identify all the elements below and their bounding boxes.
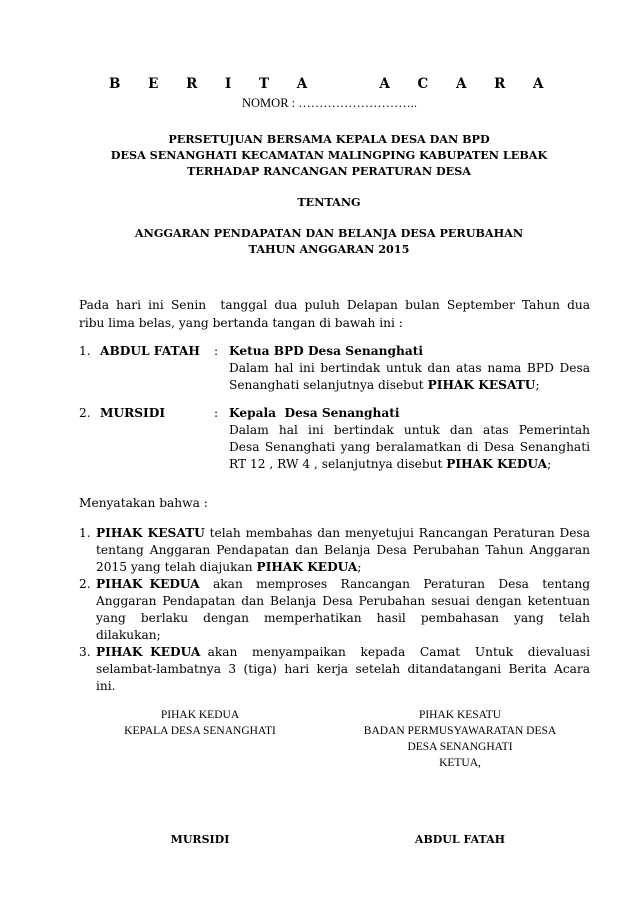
sig-left-line-2: KEPALA DESA SENANGHATI [124,725,276,737]
intro-line-1: Pada hari ini Senin tanggal dua puluh Delapan bulan September Tahun dua [79,298,590,312]
point-1-number: 1. [79,526,91,540]
party-1-name: ABDUL FATAH [100,344,200,358]
party-2-desc-line-2: Desa Senanghati yang beralamatkan di Desa Senanghati [229,440,590,454]
point-2-text: akan memproses Rancangan Peraturan Desa tentang [199,577,590,591]
point-2-number: 2. [79,577,91,591]
party-2-role: Kepala Desa Senanghati [229,406,400,420]
sig-right-line-4: KETUA, [439,757,481,769]
party-1-desc-suffix: ; [535,378,540,392]
point-3-line-2: selambat-lambatnya 3 (tiga) hari kerja setelah ditandatangani Berita Acara [96,662,590,676]
point-3-subject: PIHAK KEDUA [96,645,201,659]
point-1-subject: PIHAK KESATU [96,526,205,540]
point-1-line-1 [96,525,590,543]
document-title: B E R I T A A C A R A [108,76,550,92]
party-1-desc-line-1: Dalam hal ini bertindak untuk dan atas nama BPD Desa [229,361,590,375]
party-2-name: MURSIDI [100,406,166,420]
sig-right-line-2: BADAN PERMUSYAWARATAN DESA [363,725,557,737]
point-1-suffix: ; [357,560,362,574]
sig-right-name: ABDUL FATAH [414,833,506,846]
point-1-text-prefix: 2015 yang telah diajukan [96,560,257,574]
point-3-line-3: ini. [96,679,116,693]
point-1-line-3 [96,559,362,577]
statement-label: Menyatakan bahwa : [79,496,208,510]
point-2-line-3: yang berlaku dengan memperhatikan hasil pembahasan yang telah [96,611,590,625]
sig-left-name: MURSIDI [170,833,230,846]
point-2-subject: PIHAK KEDUA [96,577,200,591]
party-2-colon: : [214,406,219,420]
heading-line-2: DESA SENANGHATI KECAMATAN MALINGPING KABUPATEN LEBAK [110,148,548,162]
point-1-text: telah membahas dan menyetujui Rancangan Peraturan Desa [204,526,591,540]
party-1-colon: : [214,344,219,358]
sig-right-line-1: PIHAK KESATU [418,709,502,721]
party-2-number: 2. [79,406,91,420]
heading-line-3: TERHADAP RANCANGAN PERATURAN DESA [187,164,471,178]
party-2-desc-text: RT 12 , RW 4 , selanjutnya disebut [229,457,447,471]
point-1-line-2: tentang Anggaran Pendapatan dan Belanja Desa Perubahan Tahun Anggaran [96,543,590,557]
heading-line-1: PERSETUJUAN BERSAMA KEPALA DESA DAN BPD [168,132,490,146]
party-2-designation: PIHAK KEDUA [446,457,548,471]
sig-right-line-3: DESA SENANGHATI [407,741,513,753]
intro-line-2: ribu lima belas, yang bertanda tangan di bawah ini : [79,316,403,330]
party-1-role: Ketua BPD Desa Senanghati [229,344,424,358]
point-3-text: akan menyampaikan kepada Camat Untuk dievaluasi [200,645,590,659]
party-1-number: 1. [79,344,91,358]
point-3-line-1 [96,644,590,662]
party-2-desc-suffix: ; [547,457,552,471]
point-3-number: 3. [79,645,91,659]
heading-tentang: TENTANG [297,195,361,209]
heading-line-5: ANGGARAN PENDAPATAN DAN BELANJA DESA PERUBAHAN [134,226,524,240]
party-1-desc-text: Senanghati selanjutnya disebut [229,378,428,392]
party-1-designation: PIHAK KESATU [427,378,536,392]
sig-left-line-1: PIHAK KEDUA [160,709,240,721]
point-1-object: PIHAK KEDUA [256,560,358,574]
party-1-desc-line-2 [229,377,540,395]
point-2-line-2: Anggaran Pendapatan dan Belanja Desa Perubahan sesuai dengan ketentuan [96,594,590,608]
point-2-line-1 [96,576,590,594]
point-2-line-4: dilakukan; [96,628,161,642]
party-2-desc-line-1: Dalam hal ini bertindak untuk dan atas Pemerintah [229,423,590,437]
party-2-desc-line-3 [229,456,551,474]
heading-line-6: TAHUN ANGGARAN 2015 [248,242,410,256]
document-number: NOMOR : ……………………….. [242,96,418,110]
